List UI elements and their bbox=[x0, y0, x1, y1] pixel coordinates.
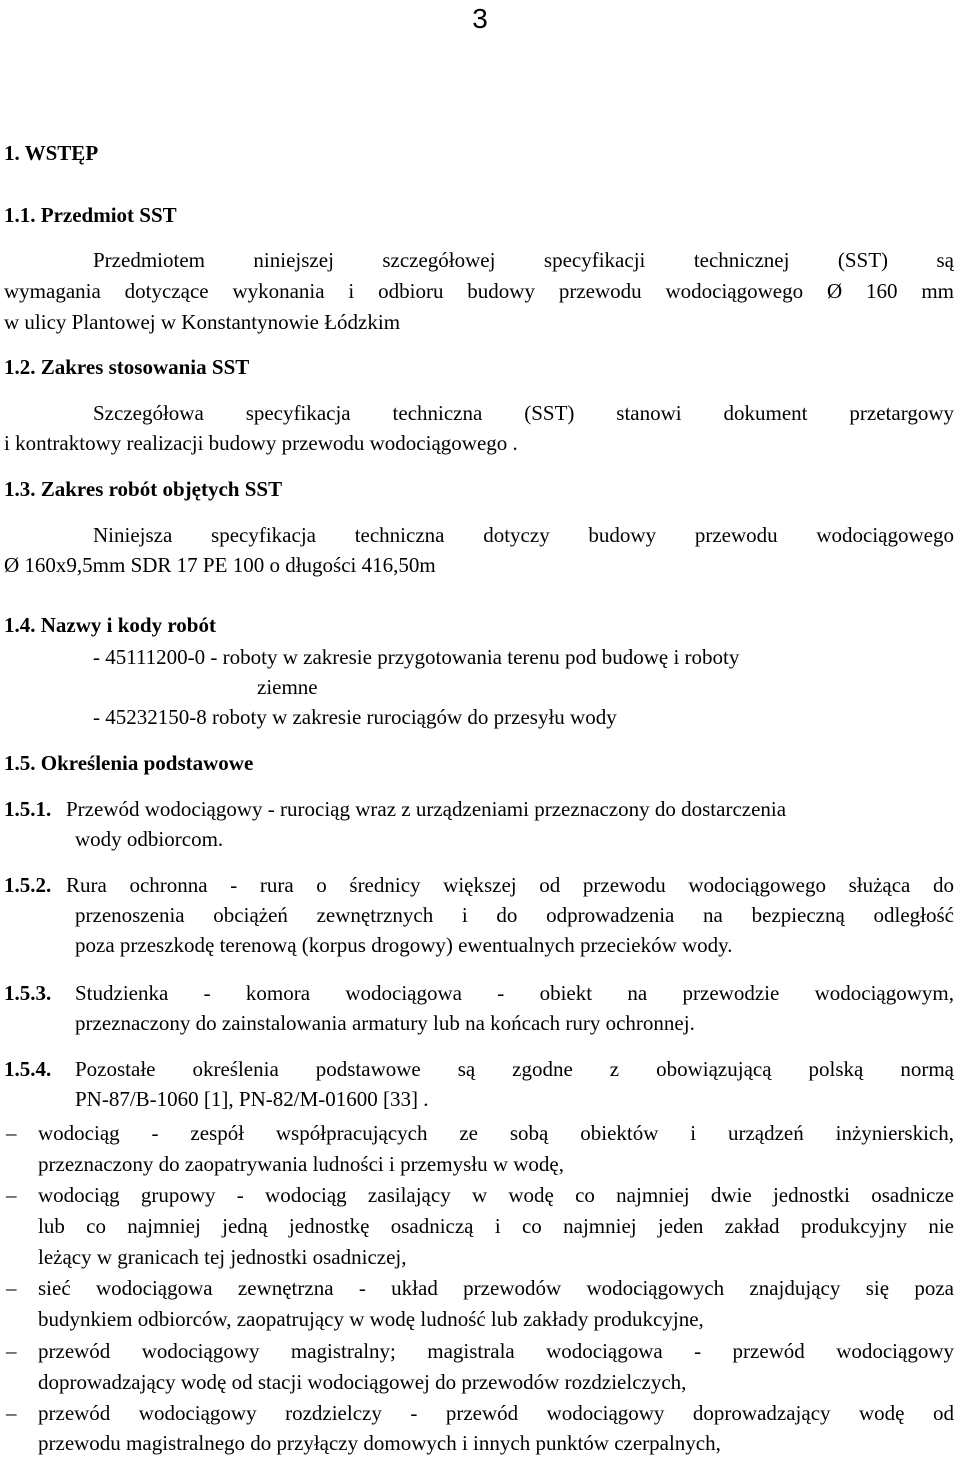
paragraph-1-1-line1: Przedmiotem niniejszej szczegółowej specyfikacji technicznej (SST) są bbox=[93, 248, 954, 272]
bullet-1-line2: przeznaczony do zaopatrywania ludności i przemysłu w wodę, bbox=[38, 1152, 564, 1176]
bullet-4-line2: doprowadzający wodę od stacji wodociągowej do przewodów rozdzielczych, bbox=[38, 1370, 687, 1394]
def-1-5-3-line1: Studzienka - komora wodociągowa - obiekt na przewodzie wodociągowym, bbox=[75, 981, 954, 1005]
def-1-5-4-line1: Pozostałe określenia podstawowe są zgodne z obowiązującą polską normą bbox=[75, 1057, 954, 1081]
heading-1-3: 1.3. Zakres robót objętych SST bbox=[4, 477, 283, 501]
bullet-5-line1: przewód wodociągowy rozdzielczy - przewód wodociągowy doprowadzający wodę od bbox=[38, 1401, 954, 1425]
paragraph-1-1-line3: w ulicy Plantowej w Konstantynowie Łódzkim bbox=[4, 310, 401, 334]
def-1-5-4-number: 1.5.4. bbox=[4, 1057, 52, 1081]
bullet-dash-1: – bbox=[6, 1121, 17, 1145]
bullet-1-line1: wodociąg - zespół współpracujących ze sobą obiektów i urządzeń inżynierskich, bbox=[38, 1121, 954, 1145]
def-1-5-3-line2: przeznaczony do zainstalowania armatury lub na końcach rury ochronnej. bbox=[75, 1011, 695, 1035]
bullet-dash-5: – bbox=[6, 1401, 17, 1425]
bullet-2-line3: leżący w granicach tej jednostki osadniczej, bbox=[38, 1245, 407, 1269]
bullet-3-line1: sieć wodociągowa zewnętrzna - układ przewodów wodociągowych znajdujący się poza bbox=[38, 1276, 954, 1300]
paragraph-1-3-line2: Ø 160x9,5mm SDR 17 PE 100 o długości 416,50m bbox=[4, 553, 436, 577]
bullet-5-line2: przewodu magistralnego do przyłączy domowych i innych punktów czerpalnych, bbox=[38, 1431, 721, 1455]
heading-1-2: 1.2. Zakres stosowania SST bbox=[4, 355, 250, 379]
bullet-dash-2: – bbox=[6, 1183, 17, 1207]
heading-1-1: 1.1. Przedmiot SST bbox=[4, 203, 177, 227]
def-1-5-1-number: 1.5.1. bbox=[4, 797, 52, 821]
paragraph-1-1-line2: wymagania dotyczące wykonania i odbioru budowy przewodu wodociągowego Ø 160 mm bbox=[4, 279, 954, 303]
heading-1-5: 1.5. Określenia podstawowe bbox=[4, 751, 254, 775]
bullet-4-line1: przewód wodociągowy magistralny; magistrala wodociągowa - przewód wodociągowy bbox=[38, 1339, 954, 1363]
code-item-2: - 45232150-8 roboty w zakresie rurociągów do przesyłu wody bbox=[93, 705, 617, 729]
def-1-5-4-line2: PN-87/B-1060 [1], PN-82/M-01600 [33] . bbox=[75, 1087, 429, 1111]
def-1-5-2-line1: Rura ochronna - rura o średnicy większej od przewodu wodociągowego służąca do bbox=[66, 873, 954, 897]
heading-wstep: 1. WSTĘP bbox=[4, 141, 99, 165]
def-1-5-2-number: 1.5.2. bbox=[4, 873, 52, 897]
heading-1-4: 1.4. Nazwy i kody robót bbox=[4, 613, 216, 637]
code-item-1: - 45111200-0 - roboty w zakresie przygotowania terenu pod budowę i roboty bbox=[93, 645, 740, 669]
def-1-5-3-number: 1.5.3. bbox=[4, 981, 52, 1005]
page-number: 3 bbox=[472, 3, 488, 34]
bullet-dash-3: – bbox=[6, 1276, 17, 1300]
bullet-3-line2: budynkiem odbiorców, zaopatrujący w wodę ludność lub zakłady produkcyjne, bbox=[38, 1307, 704, 1331]
def-1-5-2-line2: przenoszenia obciążeń zewnętrznych i do odprowadzenia na bezpieczną odległość bbox=[75, 903, 954, 927]
def-1-5-2-line3: poza przeszkodę terenową (korpus drogowy) ewentualnych przecieków wody. bbox=[75, 933, 733, 957]
def-1-5-1-line1: Przewód wodociągowy - rurociąg wraz z urządzeniami przeznaczony do dostarczenia bbox=[66, 797, 787, 821]
code-item-1-cont: ziemne bbox=[257, 675, 318, 699]
paragraph-1-3-line1: Niniejsza specyfikacja techniczna dotyczy budowy przewodu wodociągowego bbox=[93, 523, 954, 547]
paragraph-1-2-line1: Szczegółowa specyfikacja techniczna (SST) stanowi dokument przetargowy bbox=[93, 401, 954, 425]
paragraph-1-2-line2: i kontraktowy realizacji budowy przewodu wodociągowego . bbox=[4, 431, 518, 455]
bullet-2-line2: lub co najmniej jedną jednostkę osadniczą i co najmniej jeden zakład produkcyjny nie bbox=[38, 1214, 954, 1238]
bullet-2-line1: wodociąg grupowy - wodociąg zasilający w wodę co najmniej dwie jednostki osadnicze bbox=[38, 1183, 954, 1207]
def-1-5-1-line2: wody odbiorcom. bbox=[75, 827, 224, 851]
bullet-dash-4: – bbox=[6, 1339, 17, 1363]
